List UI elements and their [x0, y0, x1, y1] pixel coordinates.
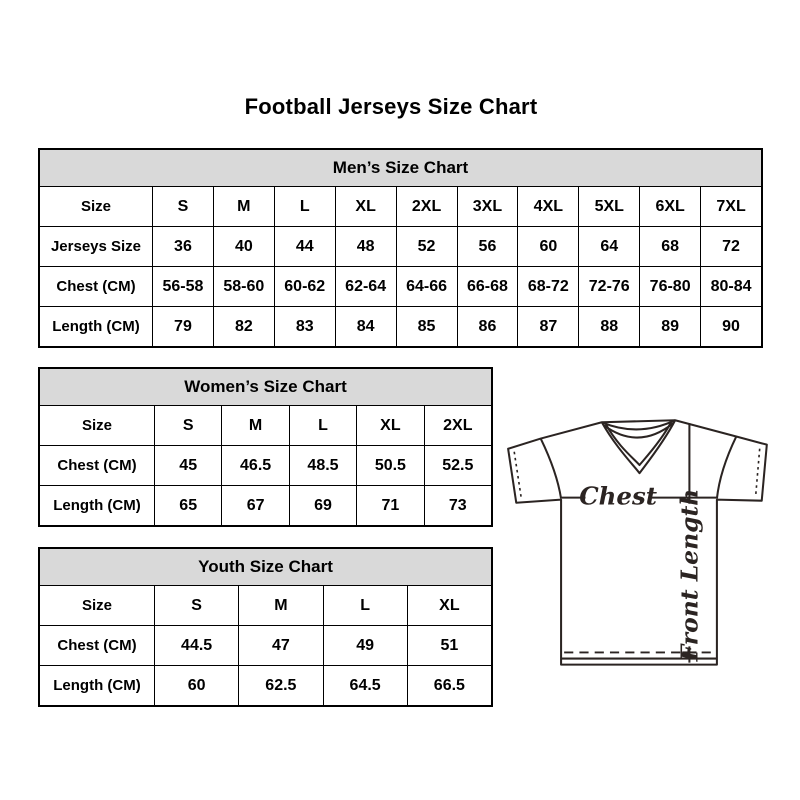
- value-cell: 48: [335, 226, 396, 266]
- value-cell: 58-60: [213, 266, 274, 306]
- front-length-label: Front Length: [675, 488, 704, 662]
- column-header-cell: Size: [40, 186, 152, 226]
- value-cell: 69: [289, 485, 356, 525]
- column-header-cell: M: [238, 585, 322, 625]
- youth-table-title: Youth Size Chart: [40, 549, 491, 585]
- value-cell: 62.5: [238, 665, 322, 705]
- value-cell: 82: [213, 306, 274, 346]
- table-row: [40, 625, 491, 665]
- value-cell: 52.5: [424, 445, 491, 485]
- value-cell: 87: [517, 306, 578, 346]
- value-cell: 64.5: [323, 665, 407, 705]
- row-label-cell: Chest (CM): [40, 445, 154, 485]
- chest-label: Chest: [579, 481, 658, 511]
- value-cell: 66.5: [407, 665, 491, 705]
- value-cell: 68: [639, 226, 700, 266]
- table-row: [40, 226, 761, 266]
- value-cell: 51: [407, 625, 491, 665]
- row-label-cell: Length (CM): [40, 485, 154, 525]
- column-header-cell: XL: [407, 585, 491, 625]
- value-cell: 68-72: [517, 266, 578, 306]
- column-header-cell: 7XL: [700, 186, 761, 226]
- table-row: [40, 665, 491, 705]
- youth-table-body: [40, 585, 491, 705]
- value-cell: 76-80: [639, 266, 700, 306]
- column-header-cell: Size: [40, 405, 154, 445]
- value-cell: 73: [424, 485, 491, 525]
- value-cell: 44: [274, 226, 335, 266]
- column-header-cell: L: [289, 405, 356, 445]
- column-header-cell: L: [323, 585, 407, 625]
- mens-table-title: Men’s Size Chart: [40, 150, 761, 186]
- womens-table-body: [40, 405, 491, 525]
- value-cell: 85: [396, 306, 457, 346]
- table-row: [40, 266, 761, 306]
- value-cell: 71: [356, 485, 423, 525]
- value-cell: 40: [213, 226, 274, 266]
- value-cell: 45: [154, 445, 221, 485]
- column-header-cell: L: [274, 186, 335, 226]
- value-cell: 49: [323, 625, 407, 665]
- column-header-cell: XL: [335, 186, 396, 226]
- column-header-cell: M: [213, 186, 274, 226]
- column-header-cell: XL: [356, 405, 423, 445]
- value-cell: 56-58: [152, 266, 213, 306]
- value-cell: 86: [457, 306, 518, 346]
- row-label-cell: Length (CM): [40, 306, 152, 346]
- mens-size-table: [38, 148, 763, 348]
- column-header-cell: M: [221, 405, 288, 445]
- value-cell: 66-68: [457, 266, 518, 306]
- column-header-cell: 3XL: [457, 186, 518, 226]
- mens-table-body: [40, 186, 761, 346]
- value-cell: 72: [700, 226, 761, 266]
- value-cell: 64-66: [396, 266, 457, 306]
- table-row: [40, 485, 491, 525]
- table-row: [40, 186, 761, 226]
- row-label-cell: Chest (CM): [40, 625, 154, 665]
- column-header-cell: 2XL: [424, 405, 491, 445]
- value-cell: 60: [154, 665, 238, 705]
- row-label-cell: Chest (CM): [40, 266, 152, 306]
- value-cell: 48.5: [289, 445, 356, 485]
- value-cell: 67: [221, 485, 288, 525]
- jersey-diagram: [502, 413, 777, 678]
- column-header-cell: 4XL: [517, 186, 578, 226]
- value-cell: 60-62: [274, 266, 335, 306]
- page-title: Football Jerseys Size Chart: [244, 94, 538, 119]
- value-cell: 79: [152, 306, 213, 346]
- table-row: [40, 405, 491, 445]
- value-cell: 56: [457, 226, 518, 266]
- value-cell: 83: [274, 306, 335, 346]
- value-cell: 52: [396, 226, 457, 266]
- value-cell: 62-64: [335, 266, 396, 306]
- table-row: [40, 306, 761, 346]
- value-cell: 47: [238, 625, 322, 665]
- column-header-cell: S: [154, 585, 238, 625]
- value-cell: 88: [578, 306, 639, 346]
- youth-size-table: [38, 547, 493, 707]
- value-cell: 46.5: [221, 445, 288, 485]
- womens-table-title: Women’s Size Chart: [40, 369, 491, 405]
- column-header-cell: 6XL: [639, 186, 700, 226]
- column-header-cell: 5XL: [578, 186, 639, 226]
- womens-size-table: [38, 367, 493, 527]
- value-cell: 89: [639, 306, 700, 346]
- table-row: [40, 445, 491, 485]
- value-cell: 36: [152, 226, 213, 266]
- value-cell: 50.5: [356, 445, 423, 485]
- column-header-cell: S: [152, 186, 213, 226]
- value-cell: 90: [700, 306, 761, 346]
- column-header-cell: 2XL: [396, 186, 457, 226]
- value-cell: 60: [517, 226, 578, 266]
- value-cell: 44.5: [154, 625, 238, 665]
- value-cell: 64: [578, 226, 639, 266]
- value-cell: 65: [154, 485, 221, 525]
- table-row: [40, 585, 491, 625]
- value-cell: 84: [335, 306, 396, 346]
- column-header-cell: S: [154, 405, 221, 445]
- row-label-cell: Jerseys Size: [40, 226, 152, 266]
- value-cell: 72-76: [578, 266, 639, 306]
- row-label-cell: Length (CM): [40, 665, 154, 705]
- value-cell: 80-84: [700, 266, 761, 306]
- column-header-cell: Size: [40, 585, 154, 625]
